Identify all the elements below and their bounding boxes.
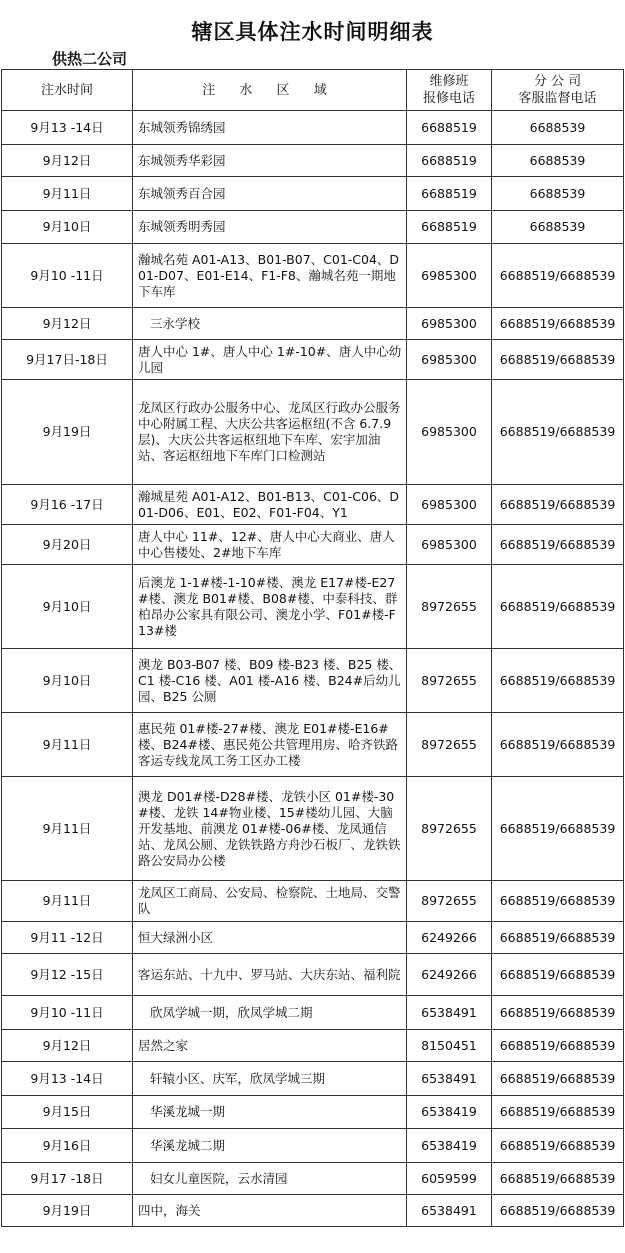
table-row bbox=[2, 1163, 624, 1195]
table-row bbox=[2, 1030, 624, 1062]
branch-phone-cell: 6688519/6688539 bbox=[492, 881, 624, 922]
table-row bbox=[2, 881, 624, 922]
repair-phone-cell: 6538491 bbox=[407, 996, 492, 1030]
repair-phone-cell: 6985300 bbox=[407, 525, 492, 565]
branch-phone-cell: 6688519/6688539 bbox=[492, 996, 624, 1030]
date-cell: 9月10日 bbox=[2, 649, 133, 713]
area-cell: 四中，海关 bbox=[133, 1195, 407, 1227]
date-cell: 9月11日 bbox=[2, 177, 133, 211]
repair-phone-cell: 6538491 bbox=[407, 1062, 492, 1096]
date-cell: 9月11日 bbox=[2, 777, 133, 881]
table-row bbox=[2, 649, 624, 713]
date-cell: 9月16日 bbox=[2, 1129, 133, 1163]
branch-phone-cell: 6688519/6688539 bbox=[492, 565, 624, 649]
branch-phone-cell: 6688539 bbox=[492, 211, 624, 244]
area-cell: 瀚城名苑 A01-A13、B01-B07、C01-C04、D01-D07、E01-E14、F1-F8、瀚城名苑一期地下车库 bbox=[133, 244, 407, 308]
branch-phone-cell: 6688519/6688539 bbox=[492, 922, 624, 954]
repair-phone-cell: 6985300 bbox=[407, 308, 492, 340]
header-repair-line1: 维修班 bbox=[429, 74, 469, 89]
area-cell: 三永学校 bbox=[133, 308, 407, 340]
area-cell: 华溪龙城一期 bbox=[133, 1096, 407, 1129]
area-cell: 后澳龙 1-1#楼-1-10#楼、澳龙 E17#楼-E27#楼、澳龙 B01#楼、B08#楼、中泰科技、群柏昂办公家具有限公司、澳龙小学、F01#楼-F13#楼 bbox=[133, 565, 407, 649]
date-cell: 9月10日 bbox=[2, 565, 133, 649]
repair-phone-cell: 8972655 bbox=[407, 649, 492, 713]
date-cell: 9月10 -11日 bbox=[2, 244, 133, 308]
area-cell: 居然之家 bbox=[133, 1030, 407, 1062]
branch-phone-cell: 6688519/6688539 bbox=[492, 340, 624, 380]
date-cell: 9月17 -18日 bbox=[2, 1163, 133, 1195]
area-cell: 妇女儿童医院，云水清园 bbox=[133, 1163, 407, 1195]
table-row bbox=[2, 380, 624, 485]
table-row bbox=[2, 308, 624, 340]
area-cell: 欣凤学城一期，欣凤学城二期 bbox=[133, 996, 407, 1030]
branch-phone-cell: 6688539 bbox=[492, 177, 624, 211]
date-cell: 9月12日 bbox=[2, 308, 133, 340]
date-cell: 9月19日 bbox=[2, 1195, 133, 1227]
area-cell: 唐人中心 1#、唐人中心 1#-10#、唐人中心幼儿园 bbox=[133, 340, 407, 380]
area-cell: 龙凤区工商局、公安局、检察院、土地局、交警队 bbox=[133, 881, 407, 922]
branch-phone-cell: 6688539 bbox=[492, 145, 624, 177]
repair-phone-cell: 6538419 bbox=[407, 1096, 492, 1129]
header-branch-line2: 客服监督电话 bbox=[518, 91, 597, 106]
table-row bbox=[2, 1062, 624, 1096]
date-cell: 9月11日 bbox=[2, 881, 133, 922]
branch-phone-cell: 6688519/6688539 bbox=[492, 1129, 624, 1163]
date-cell: 9月15日 bbox=[2, 1096, 133, 1129]
branch-phone-cell: 6688539 bbox=[492, 111, 624, 145]
table-row bbox=[2, 211, 624, 244]
repair-phone-cell: 8150451 bbox=[407, 1030, 492, 1062]
table-row bbox=[2, 244, 624, 308]
schedule-table bbox=[1, 69, 624, 1227]
date-cell: 9月10日 bbox=[2, 211, 133, 244]
area-cell: 东城领秀百合园 bbox=[133, 177, 407, 211]
repair-phone-cell: 6985300 bbox=[407, 485, 492, 525]
table-row bbox=[2, 340, 624, 380]
repair-phone-cell: 6059599 bbox=[407, 1163, 492, 1195]
table-row bbox=[2, 954, 624, 996]
repair-phone-cell: 6985300 bbox=[407, 340, 492, 380]
table-row bbox=[2, 525, 624, 565]
repair-phone-cell: 8972655 bbox=[407, 713, 492, 777]
date-cell: 9月12日 bbox=[2, 1030, 133, 1062]
table-row bbox=[2, 996, 624, 1030]
table-row bbox=[2, 177, 624, 211]
branch-phone-cell: 6688519/6688539 bbox=[492, 380, 624, 485]
area-cell: 惠民苑 01#楼-27#楼、澳龙 E01#楼-E16#楼、B24#楼、惠民苑公共管理用房、哈齐铁路客运专线龙凤工务工区办工楼 bbox=[133, 713, 407, 777]
area-cell: 龙凤区行政办公服务中心、龙凤区行政办公服务中心附属工程、大庆公共客运枢纽(不含 6.7.9 层)、大庆公共客运枢纽地下车库、宏宇加油站、客运枢纽地下车库门口检测站 bbox=[133, 380, 407, 485]
area-cell: 瀚城星苑 A01-A12、B01-B13、C01-C06、D01-D06、E01、E02、F01-F04、Y1 bbox=[133, 485, 407, 525]
area-cell: 东城领秀明秀园 bbox=[133, 211, 407, 244]
repair-phone-cell: 8972655 bbox=[407, 565, 492, 649]
repair-phone-cell: 6538419 bbox=[407, 1129, 492, 1163]
table-row bbox=[2, 713, 624, 777]
table-header-row bbox=[2, 70, 624, 111]
table-row bbox=[2, 565, 624, 649]
branch-phone-cell: 6688519/6688539 bbox=[492, 1096, 624, 1129]
area-cell: 华溪龙城二期 bbox=[133, 1129, 407, 1163]
branch-phone-cell: 6688519/6688539 bbox=[492, 308, 624, 340]
repair-phone-cell: 8972655 bbox=[407, 881, 492, 922]
header-area: 注 水 区 域 bbox=[133, 70, 407, 111]
branch-phone-cell: 6688519/6688539 bbox=[492, 525, 624, 565]
table-row bbox=[2, 1096, 624, 1129]
repair-phone-cell: 6985300 bbox=[407, 244, 492, 308]
branch-phone-cell: 6688519/6688539 bbox=[492, 1030, 624, 1062]
area-cell: 客运东站、十九中、罗马站、大庆东站、福利院 bbox=[133, 954, 407, 996]
repair-phone-cell: 6538491 bbox=[407, 1195, 492, 1227]
branch-phone-cell: 6688519/6688539 bbox=[492, 1062, 624, 1096]
table-row bbox=[2, 145, 624, 177]
date-cell: 9月13 -14日 bbox=[2, 1062, 133, 1096]
repair-phone-cell: 8972655 bbox=[407, 777, 492, 881]
area-cell: 东城领秀锦绣园 bbox=[133, 111, 407, 145]
repair-phone-cell: 6688519 bbox=[407, 177, 492, 211]
branch-phone-cell: 6688519/6688539 bbox=[492, 777, 624, 881]
header-branch-phone bbox=[492, 70, 624, 111]
date-cell: 9月11 -12日 bbox=[2, 922, 133, 954]
date-cell: 9月19日 bbox=[2, 380, 133, 485]
table-row bbox=[2, 922, 624, 954]
table-row bbox=[2, 485, 624, 525]
header-repair-line2: 报修电话 bbox=[422, 91, 475, 106]
table-row bbox=[2, 111, 624, 145]
repair-phone-cell: 6249266 bbox=[407, 922, 492, 954]
area-cell: 唐人中心 11#、12#、唐人中心大商业、唐人中心售楼处、2#地下车库 bbox=[133, 525, 407, 565]
branch-phone-cell: 6688519/6688539 bbox=[492, 244, 624, 308]
header-branch-line1: 分 公 司 bbox=[533, 74, 582, 89]
header-date: 注水时间 bbox=[2, 70, 133, 111]
table-row bbox=[2, 1195, 624, 1227]
date-cell: 9月10 -11日 bbox=[2, 996, 133, 1030]
repair-phone-cell: 6688519 bbox=[407, 145, 492, 177]
repair-phone-cell: 6688519 bbox=[407, 211, 492, 244]
date-cell: 9月12日 bbox=[2, 145, 133, 177]
company-name: 供热二公司 bbox=[52, 50, 128, 68]
branch-phone-cell: 6688519/6688539 bbox=[492, 1163, 624, 1195]
page-title: 辖区具体注水时间明细表 bbox=[191, 20, 434, 44]
area-cell: 澳龙 B03-B07 楼、B09 楼-B23 楼、B25 楼、C1 楼-C16 楼、A01 楼-A16 楼、B24#后幼儿园、B25 公厕 bbox=[133, 649, 407, 713]
date-cell: 9月12 -15日 bbox=[2, 954, 133, 996]
date-cell: 9月11日 bbox=[2, 713, 133, 777]
area-cell: 轩辕小区、庆军，欣凤学城三期 bbox=[133, 1062, 407, 1096]
date-cell: 9月20日 bbox=[2, 525, 133, 565]
date-cell: 9月17日-18日 bbox=[2, 340, 133, 380]
branch-phone-cell: 6688519/6688539 bbox=[492, 713, 624, 777]
header-repair-phone bbox=[407, 70, 492, 111]
area-cell: 东城领秀华彩园 bbox=[133, 145, 407, 177]
branch-phone-cell: 6688519/6688539 bbox=[492, 485, 624, 525]
branch-phone-cell: 6688519/6688539 bbox=[492, 1195, 624, 1227]
repair-phone-cell: 6688519 bbox=[407, 111, 492, 145]
table-row bbox=[2, 777, 624, 881]
date-cell: 9月13 -14日 bbox=[2, 111, 133, 145]
branch-phone-cell: 6688519/6688539 bbox=[492, 649, 624, 713]
branch-phone-cell: 6688519/6688539 bbox=[492, 954, 624, 996]
area-cell: 澳龙 D01#楼-D28#楼、龙铁小区 01#楼-30#楼、龙铁 14#物业楼、15#楼幼儿园、大脑开发基地、前澳龙 01#楼-06#楼、龙凤通信站、龙凤公厕、龙铁铁路方舟沙石板厂、龙铁铁路公安局办公楼 bbox=[133, 777, 407, 881]
table-row bbox=[2, 1129, 624, 1163]
date-cell: 9月16 -17日 bbox=[2, 485, 133, 525]
repair-phone-cell: 6249266 bbox=[407, 954, 492, 996]
area-cell: 恒大绿洲小区 bbox=[133, 922, 407, 954]
repair-phone-cell: 6985300 bbox=[407, 380, 492, 485]
